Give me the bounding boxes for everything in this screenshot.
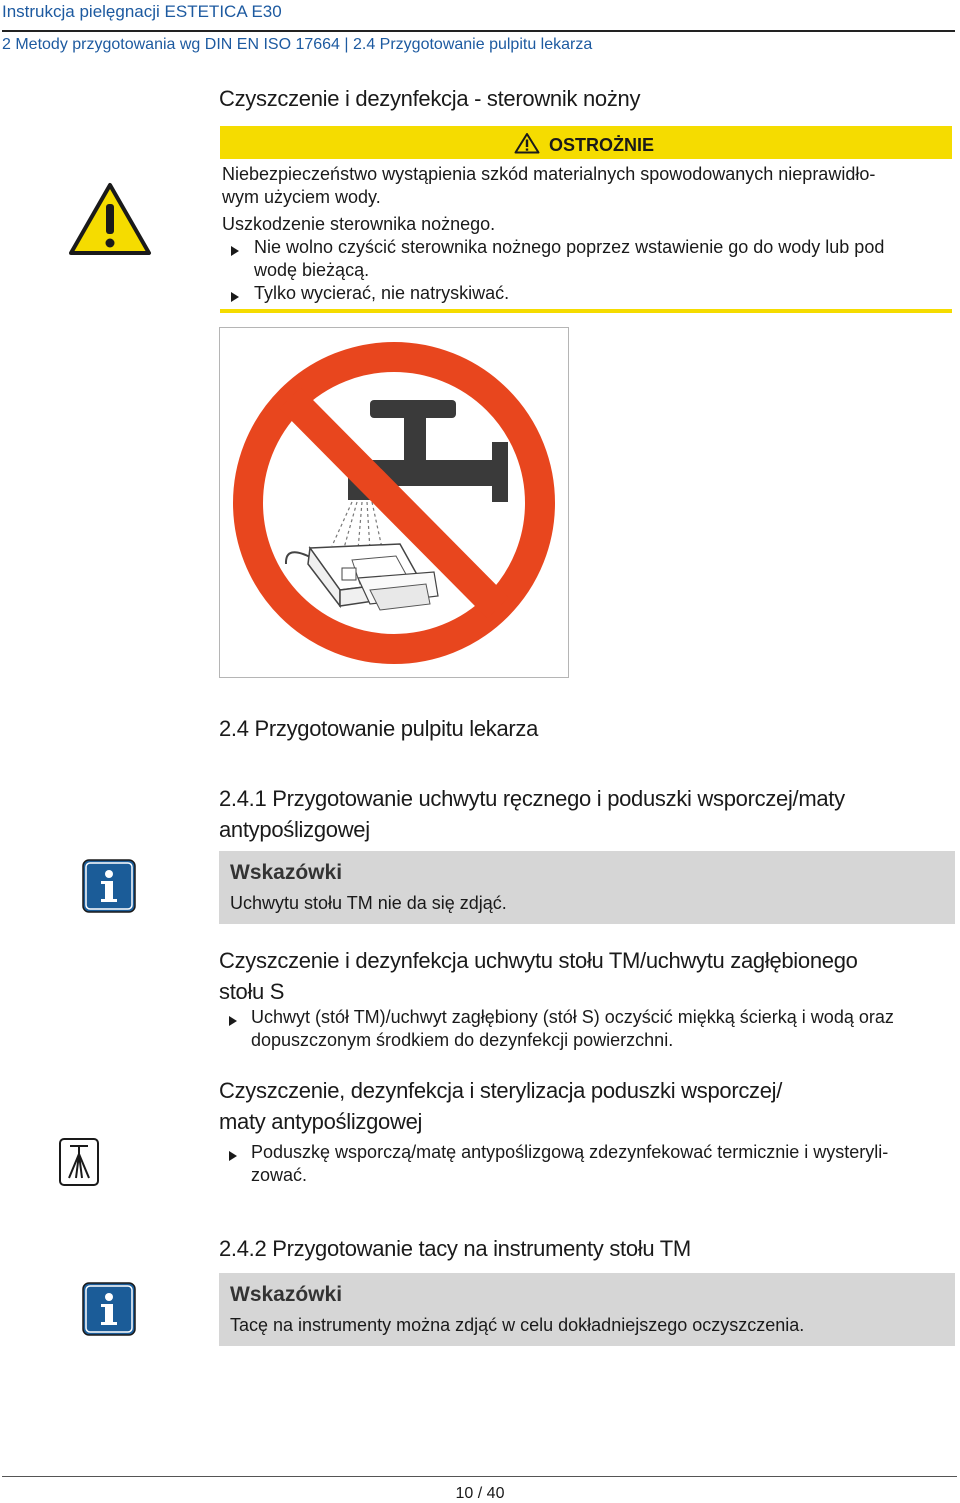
caution-heading-line: wym użyciem wody. [222,187,381,207]
bullet-icon [231,243,239,261]
step-line: Poduszkę wsporczą/matę antypoślizgową zdezynfekować termicznie i wysteryli- [251,1142,889,1162]
section-title-line: antypoślizgowej [219,817,370,842]
section-title-line: 2.4.1 Przygotowanie uchwytu ręcznego i poduszki wsporczej/maty [219,786,845,811]
section-title-2-4-1 [219,783,845,845]
sterilization-icon [59,1138,99,1186]
subsection-title-line: Czyszczenie i dezynfekcja uchwytu stołu TM/uchwytu zagłębionego [219,948,858,973]
header-divider [2,30,955,32]
breadcrumb: 2 Metody przygotowania wg DIN EN ISO 17664 | 2.4 Przygotowanie pulpitu lekarza [2,36,593,53]
warning-triangle-icon [68,182,152,256]
info-icon [82,859,136,913]
subsection-title-cushion [219,1075,782,1137]
note-title: Wskazówki [230,861,343,884]
note-title: Wskazówki [230,1283,343,1306]
bullet-icon [229,1013,237,1031]
caution-step-line: Nie wolno czyścić sterownika nożnego poprzez wstawienie go do wody lub pod [254,237,885,257]
page-number: 10 / 40 [455,1485,505,1502]
subsection-title-line: maty antypoślizgowej [219,1109,423,1134]
subsection-title-line: Czyszczenie, dezynfekcja i sterylizacja poduszki wsporczej/ [219,1078,783,1103]
cushion-sterilize-step [251,1141,888,1187]
subsection-title-line: stołu S [219,979,285,1004]
caution-step-2: Tylko wycierać, nie natryskiwać. [254,283,510,303]
note-box [219,851,955,924]
caution-heading-line: Niebezpieczeństwo wystąpienia szkód materialnych spowodowanych nieprawidło- [222,164,876,184]
note-text: Uchwytu stołu TM nie da się zdjąć. [230,893,507,913]
caution-small-warning-icon [514,135,549,155]
section-title-2-4: 2.4 Przygotowanie pulpitu lekarza [219,716,539,741]
note-box [219,1273,955,1346]
step-line: zować. [251,1165,308,1185]
caution-step-line: wodę bieżącą. [254,260,370,280]
note-text: Tacę na instrumenty można zdjąć w celu dokładniejszego oczyszczenia. [230,1315,805,1335]
document-title: Instrukcja pielęgnacji ESTETICA E30 [2,2,282,21]
caution-bar [220,126,952,159]
step-line: Uchwyt (stół TM)/uchwyt zagłębiony (stół S) oczyścić miękką ścierką i wodą oraz [251,1007,894,1027]
no-water-prohibition-icon [219,327,569,678]
subsection-title-handle [219,945,858,1007]
caution-heading [222,163,875,209]
handle-cleaning-step [251,1006,894,1052]
bullet-icon [229,1148,237,1166]
info-icon [82,1282,136,1336]
section-title-2-4-2: 2.4.2 Przygotowanie tacy na instrumenty stołu TM [219,1236,691,1261]
bullet-icon [231,289,239,307]
caution-consequence: Uszkodzenie sterownika nożnego. [222,214,496,234]
caution-label: OSTROŻNIE [549,135,655,155]
step-line: dopuszczonym środkiem do dezynfekcji powierzchni. [251,1030,674,1050]
caution-step-1 [254,236,884,282]
footer-divider [2,1476,957,1477]
section-title-foot-controller: Czyszczenie i dezynfekcja - sterownik nożny [219,86,641,111]
caution-bottom-rule [220,309,952,313]
